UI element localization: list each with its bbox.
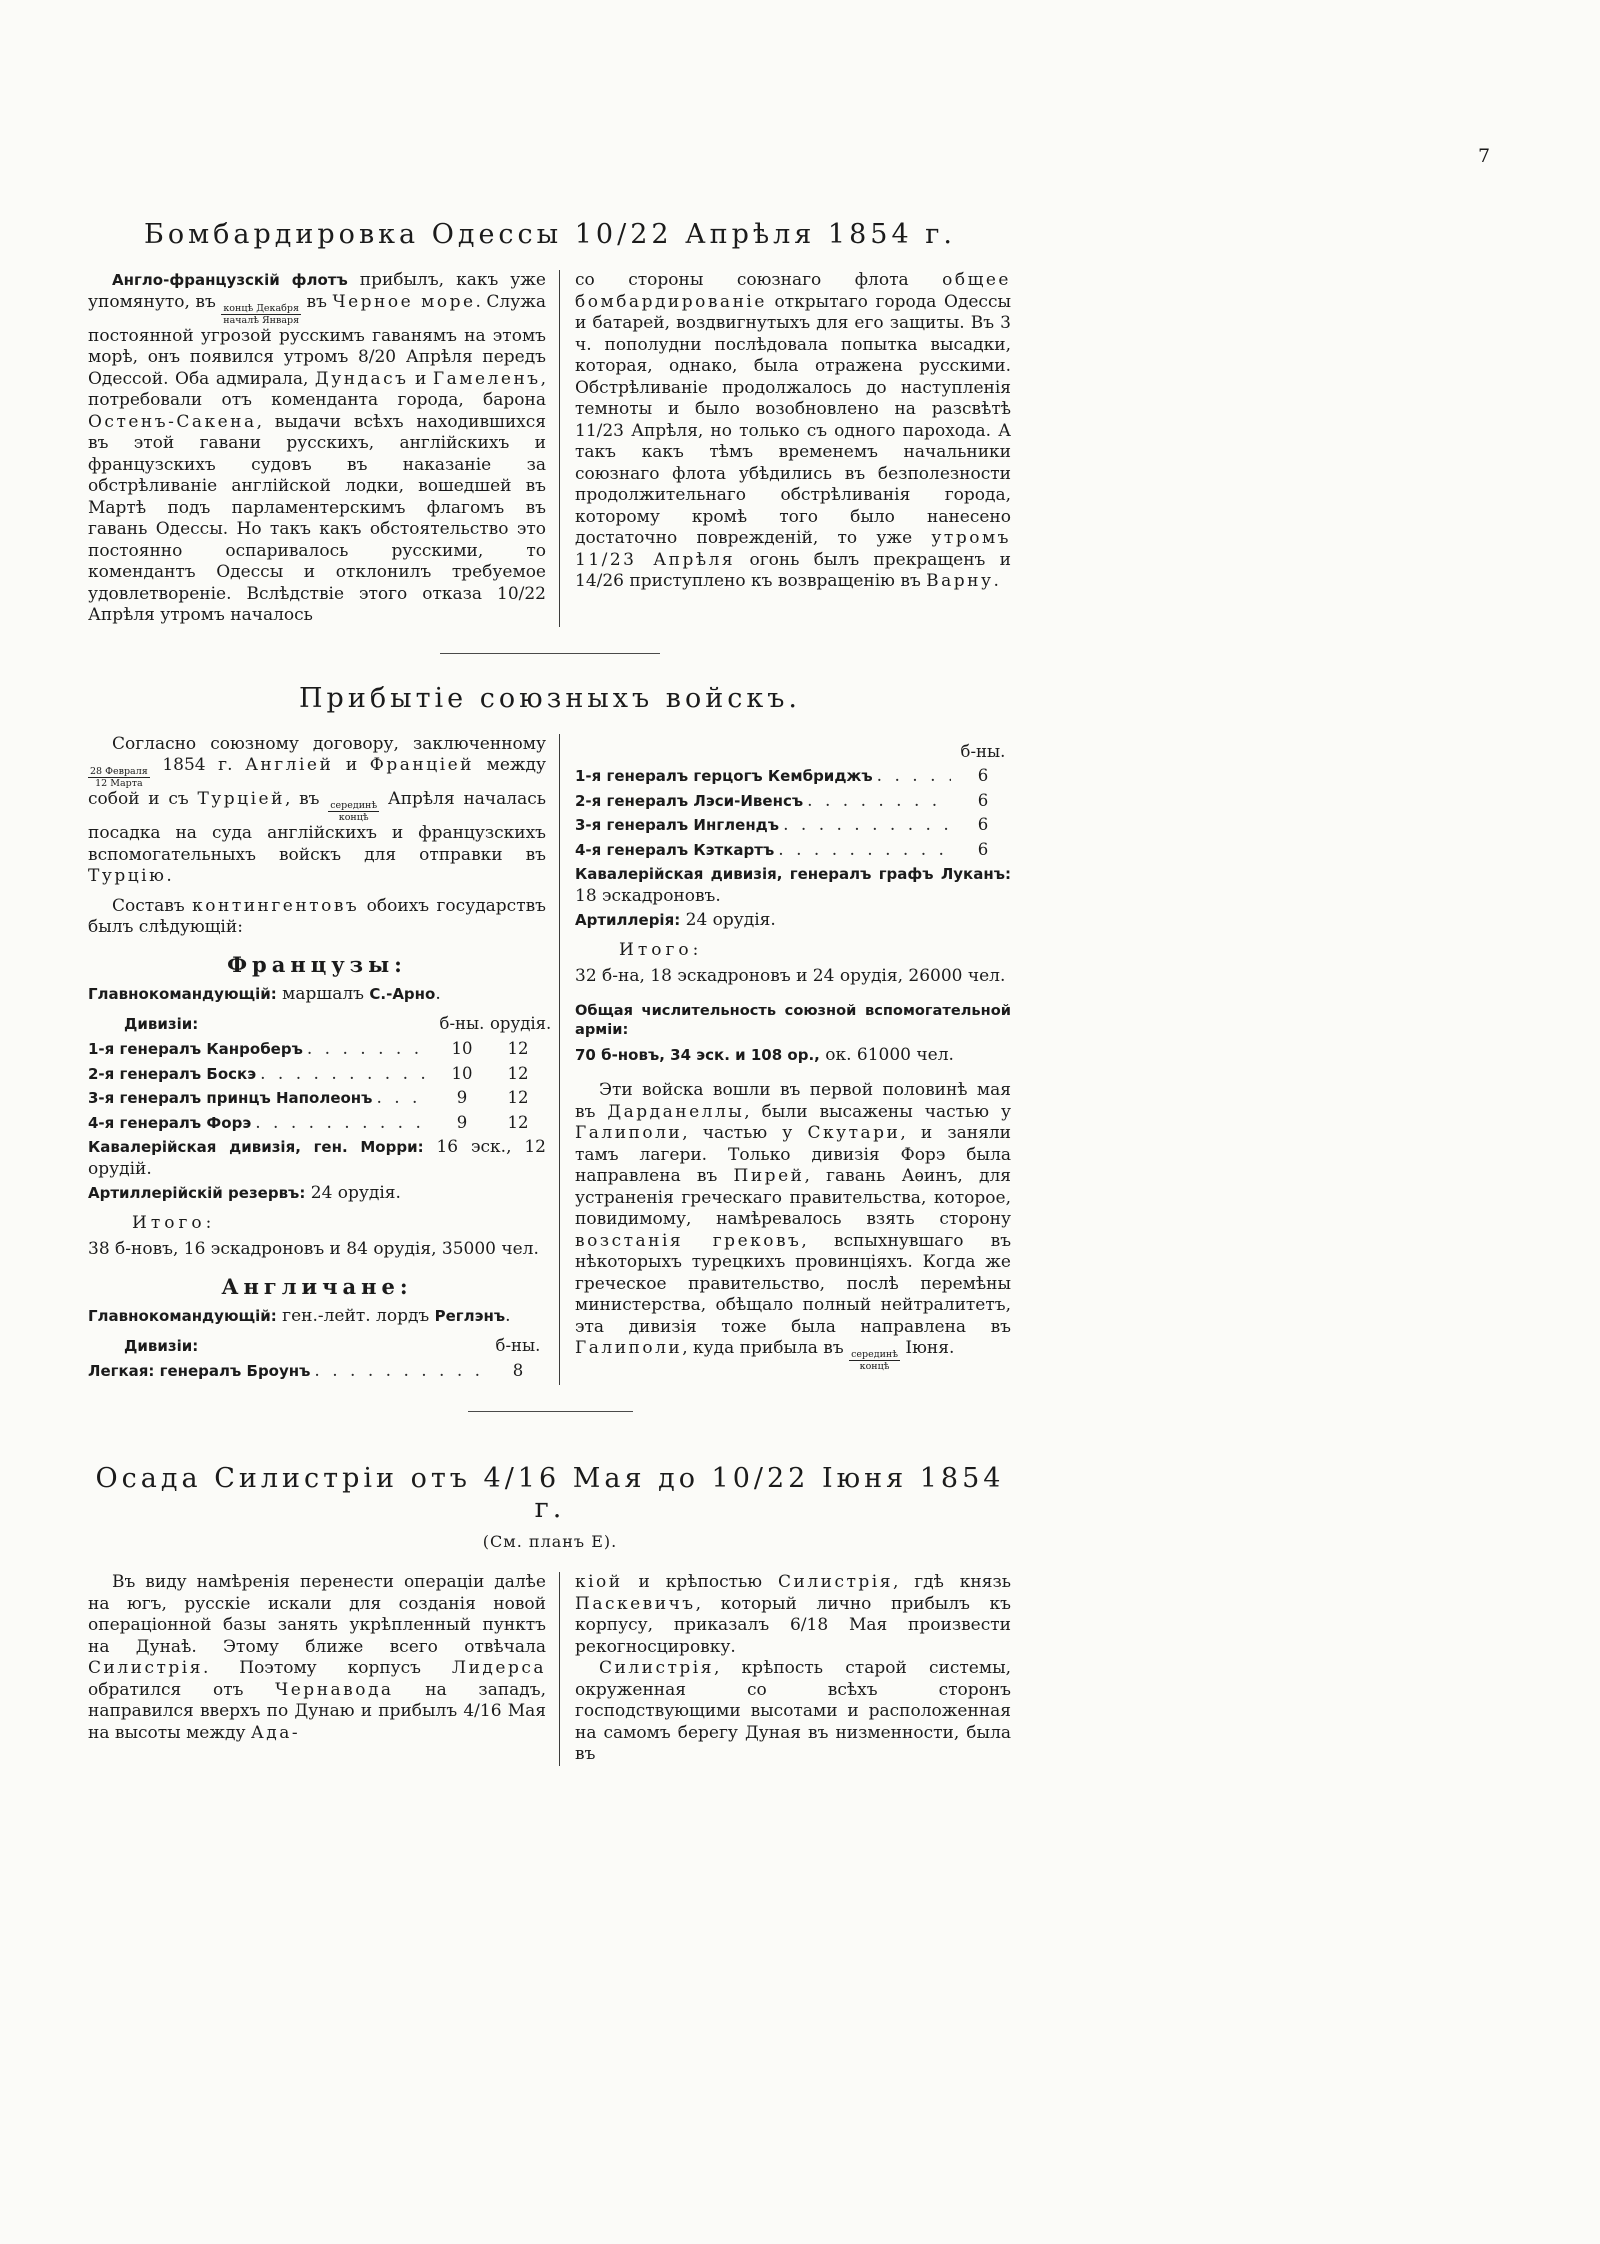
bombardment-columns: [88, 270, 1012, 627]
grand-total-heading: Общая числительность союзной вспомогательной арміи:: [575, 1001, 1011, 1038]
table-row: [88, 1038, 546, 1061]
text-segment: Турціей: [197, 789, 285, 809]
text-segment: Ада-: [250, 1722, 301, 1743]
text-segment: С.-Арно: [369, 985, 436, 1003]
dot-leader: [260, 1064, 430, 1086]
battalions-value: 6: [977, 766, 989, 785]
text-segment: Чернавода: [275, 1679, 394, 1700]
table-row: [575, 790, 1011, 813]
column-divider: [559, 734, 560, 1385]
dot-leader: [376, 1088, 430, 1110]
text-segment: Эти войска вошли въ первой половинѣ мая въ: [575, 1080, 1011, 1122]
battalions-value: 6: [977, 790, 989, 810]
division-label: 3-я генералъ принцъ Наполеонъ: [88, 1089, 373, 1107]
arrival-columns: [88, 734, 1012, 1385]
text-segment: Остенъ-Сакена: [88, 411, 257, 432]
battalions-value: 9: [456, 1112, 468, 1132]
divisions-label: Дивизіи:: [124, 1336, 199, 1355]
division-label: Легкая: генералъ Броунъ: [88, 1362, 311, 1380]
text-segment: прибылъ, какъ уже упомянуто, въ: [88, 270, 546, 312]
text-segment: 70 б-новъ, 34 эск. и 108 ор.,: [575, 1045, 820, 1064]
table-row: [575, 814, 1011, 837]
text-segment: , вспыхнувшаго въ нѣкоторыхъ турецкихъ провинціяхъ. Когда же греческое правительство, послѣ перемѣны министерства, обѣщало полный нейтралитетъ, эта дивизія тоже была направлена въ: [575, 1230, 1012, 1337]
text-segment: .: [993, 571, 999, 591]
text-segment: въ: [301, 291, 333, 312]
column-divider: [559, 270, 560, 627]
battalions-value: 10: [451, 1063, 473, 1083]
text-segment: открытаго города Одессы и батарей, воздвигнутыхъ для его защиты. Въ 3 ч. пополудни послѣдовала попытка высадки, которая, однако, была отражена русскими. Обстрѣливаніе продолжалось до наступленія темноты и было возобновлено на разсвѣтѣ 11/23 Апрѣля, но только съ одного парохода. А такъ какъ тѣмъ временемъ начальники союзнаго флота убѣдились въ безполезности продолжительнаго обстрѣливанія города, которому кромѣ того было нанесено достаточно поврежденій, то уже: [575, 291, 1011, 548]
divisions-label: Дивизіи:: [124, 1014, 199, 1033]
text-segment: кіой: [575, 1572, 623, 1592]
text-segment: 24 орудія.: [305, 1183, 401, 1203]
english-total-label: Итого:: [619, 939, 703, 960]
text-segment: , и заняли тамъ лагери. Только дивизія Форэ была направлена въ: [575, 1123, 1011, 1186]
text-segment: 24 орудія.: [680, 910, 776, 930]
dot-leader: [783, 815, 951, 837]
arrival-right-column: [575, 734, 1011, 1385]
page-number: 7: [1478, 145, 1491, 167]
text-segment: маршалъ: [276, 984, 370, 1004]
text-segment: .: [505, 1306, 511, 1326]
text-segment: , выдачи всѣхъ находившихся въ этой гавани русскихъ, англійскихъ и французскихъ судовъ въ наказаніе за обстрѣливаніе англійской лодки, вошедшей въ Мартѣ подъ парламентерскимъ флагомъ въ гавань Одессы. Но такъ какъ обстоятельство это постоянно оспаривалось русскими, то комендантъ Одессы и отклонилъ требуемое удовлетвореніе. Вслѣдствіе этого отказа 10/22 Апрѣля утромъ началось: [88, 411, 546, 625]
text-segment: Согласно союзному договору, заключенному: [112, 733, 546, 754]
text-segment: ген.-лейт. лордъ: [276, 1306, 435, 1326]
siege-right-paragraph-2: [575, 1658, 1011, 1766]
column-header-battalions: б-ны.: [960, 741, 1006, 761]
english-cavalry-line: [575, 864, 1011, 907]
arrival-left-column: [88, 733, 552, 1385]
arrival-closing-paragraph: [575, 1080, 1011, 1372]
text-segment: . Поэтому корпусъ: [202, 1658, 452, 1678]
text-segment: . Служа постоянной угрозой русскимъ гаванямъ на этомъ морѣ, онъ появился утромъ 8/20 Апрѣля передъ Одессой. Оба адмирала,: [88, 291, 546, 389]
text-segment: Составъ: [112, 895, 193, 916]
battalions-value: 10: [451, 1039, 473, 1058]
stacked-date: $\frac{\text{концѣ Декабря}}{\text{началѣ Января}}$: [223, 302, 300, 326]
english-artillery-line: [575, 910, 1011, 932]
english-table-header: [88, 1335, 546, 1358]
text-segment: Галиполи: [575, 1123, 683, 1143]
text-segment: Дундасъ: [314, 368, 409, 389]
french-table-header: [88, 1013, 552, 1036]
text-segment: обратился отъ: [88, 1679, 276, 1700]
text-segment: , частью у: [682, 1123, 808, 1143]
siege-right-paragraph-1: [575, 1572, 1011, 1658]
bombardment-left-paragraph: [88, 270, 546, 627]
guns-value: 12: [507, 1039, 529, 1058]
text-segment: , куда прибыла въ: [682, 1338, 850, 1358]
text-segment: 16 эск., 12 орудій.: [88, 1137, 546, 1179]
english-heading: Англичане:: [221, 1273, 413, 1299]
text-segment: между собой и съ: [88, 755, 546, 809]
column-divider: [559, 1572, 560, 1766]
siege-subtitle: (См. планъ Е).: [482, 1531, 618, 1551]
page-content: [88, 0, 1012, 1766]
column-header-battalions: б-ны.: [439, 1013, 485, 1033]
table-row: [88, 1112, 546, 1135]
text-segment: и: [408, 368, 433, 389]
text-segment: , были высажены частью у: [744, 1101, 1011, 1122]
text-segment: Артиллерія:: [575, 911, 681, 929]
battalions-value: 8: [512, 1361, 524, 1380]
division-label: 1-я генералъ Канроберъ: [88, 1040, 303, 1058]
text-segment: Дарданеллы: [607, 1101, 745, 1122]
text-segment: Черное море: [332, 291, 476, 312]
table-row: [88, 1087, 546, 1110]
table-row: [575, 765, 1011, 788]
english-right-table-header: [575, 741, 1011, 763]
text-segment: , который лично прибылъ къ корпусу, приказалъ 6/18 Мая произвести рекогносцировку.: [575, 1593, 1011, 1657]
text-segment: Франціей: [369, 755, 475, 775]
text-segment: Реглэнъ: [434, 1307, 506, 1325]
section-separator: [440, 653, 660, 654]
text-segment: Кавалерійская дивизія, ген. Морри:: [88, 1138, 424, 1156]
dot-leader: [314, 1361, 486, 1383]
guns-value: 12: [507, 1112, 529, 1132]
text-segment: Въ виду намѣренія перенести операціи далѣе на югъ, русскіе искали для созданія новой операціонной базы занять укрѣпленный пунктъ на Дунаѣ. Этому ближе всего отвѣчала: [88, 1572, 546, 1657]
arrival-composition-paragraph: [88, 896, 546, 939]
text-segment: Силистрія: [88, 1658, 203, 1678]
battalions-value: 6: [977, 839, 989, 859]
dot-leader: [807, 791, 951, 813]
table-row: [575, 839, 1011, 862]
table-row: [88, 1063, 546, 1086]
text-segment: Пирей: [733, 1166, 805, 1186]
french-commander-line: [88, 984, 546, 1006]
text-segment: 1854 г.: [149, 755, 246, 775]
text-segment: Турцію: [88, 866, 167, 886]
division-label: 2-я генералъ Боскэ: [88, 1064, 257, 1083]
stacked-date: $\frac{\text{серединѣ}}{\text{концѣ}}$: [851, 1349, 898, 1372]
grand-total-line: [575, 1045, 1011, 1067]
english-total-line: 32 б-на, 18 эскадроновъ и 24 орудія, 26000 чел.: [575, 966, 1006, 986]
text-segment: Англо-французскій флотъ: [112, 271, 348, 289]
battalions-value: 6: [977, 815, 989, 834]
column-header-battalions: б-ны.: [495, 1335, 541, 1355]
arrival-intro-paragraph: [88, 734, 546, 888]
text-segment: Силистрія: [599, 1658, 714, 1678]
text-segment: , крѣпость старой системы, окруженная со всѣхъ сторонъ господствующими высотами и расположенная на самомъ берегу Дуная въ низменности, была въ: [575, 1658, 1011, 1764]
french-cavalry-line: [88, 1137, 546, 1180]
text-segment: Варну: [926, 571, 994, 591]
text-segment: ок. 61000 чел.: [819, 1044, 954, 1065]
text-segment: Галиполи: [575, 1338, 683, 1358]
division-label: 1-я генералъ герцогъ Кембриджъ: [575, 767, 873, 785]
french-heading: Французы:: [227, 951, 407, 977]
dot-leader: [255, 1113, 430, 1135]
section-title-arrival: Прибытіе союзныхъ войскъ.: [299, 682, 801, 714]
dot-leader: [778, 840, 951, 862]
text-segment: контингентовъ: [192, 895, 360, 916]
column-header-guns: орудія.: [490, 1013, 552, 1033]
text-segment: Силистрія: [778, 1572, 893, 1592]
text-segment: Гамеленъ: [432, 368, 541, 389]
text-segment: Скутари: [807, 1123, 901, 1143]
text-segment: .: [435, 984, 441, 1004]
french-total-label: Итого:: [132, 1212, 216, 1233]
division-label: 4-я генералъ Кэткартъ: [575, 840, 775, 859]
text-segment: , потребовали отъ коменданта города, барона: [88, 368, 546, 410]
french-artillery-line: [88, 1183, 546, 1205]
siege-columns: [88, 1572, 1012, 1766]
text-segment: Англіей: [245, 755, 334, 775]
guns-value: 12: [507, 1063, 529, 1083]
dot-leader: [307, 1039, 430, 1061]
text-segment: со стороны союзнаго флота: [575, 270, 943, 290]
text-segment: на западъ, направился вверхъ по Дунаю и прибылъ 4/16 Мая на высоты между: [88, 1679, 546, 1743]
table-row: [88, 1360, 546, 1383]
siege-left-paragraph: [88, 1572, 546, 1766]
text-segment: Апрѣля началась посадка на суда англійскихъ и французскихъ вспомогательныхъ войскъ для отправки въ: [88, 789, 547, 865]
division-label: 3-я генералъ Инглендъ: [575, 816, 780, 834]
text-segment: , гдѣ князь: [892, 1572, 1011, 1592]
french-total-line: 38 б-новъ, 16 эскадроновъ и 84 орудія, 35000 чел.: [88, 1239, 539, 1259]
text-segment: и: [333, 755, 370, 775]
text-segment: утромъ 11/23 Апрѣля: [575, 528, 1011, 570]
text-segment: 18 эскадроновъ.: [575, 885, 721, 906]
text-segment: обоихъ государствъ былъ слѣдующій:: [88, 895, 546, 937]
division-label: 2-я генералъ Лэси-Ивенсъ: [575, 791, 804, 810]
text-segment: Артиллерійскій резервъ:: [88, 1184, 306, 1202]
text-segment: общее бомбардированіе: [575, 270, 1011, 312]
text-segment: Главнокомандующій:: [88, 1307, 277, 1325]
section-title-bombardment: Бомбардировка Одессы 10/22 Апрѣля 1854 г.: [144, 219, 956, 250]
division-label: 4-я генералъ Форэ: [88, 1113, 252, 1132]
text-segment: , въ: [284, 789, 329, 809]
text-segment: и крѣпостью: [622, 1572, 778, 1592]
text-segment: огонь былъ прекращенъ и 14/26 приступлено къ возвращенію въ: [575, 549, 1012, 591]
siege-right-column: [575, 1572, 1011, 1766]
text-segment: Іюня.: [900, 1338, 955, 1358]
text-segment: Паскевичъ: [575, 1593, 696, 1614]
text-segment: возстанія грековъ: [575, 1230, 802, 1251]
text-segment: Главнокомандующій:: [88, 985, 277, 1003]
text-segment: Лидерса: [451, 1658, 546, 1678]
text-segment: , гавань Аѳинъ, для устраненія греческаго правительства, которое, повидимому, намѣревалось взять сторону: [575, 1166, 1011, 1229]
stacked-date: $\frac{\text{серединѣ}}{\text{концѣ}}$: [330, 800, 378, 823]
bombardment-right-paragraph: [575, 270, 1011, 627]
english-commander-line: [88, 1306, 546, 1328]
text-segment: Кавалерійская дивизія, генералъ графъ Луканъ:: [575, 865, 1011, 883]
stacked-date: $\frac{\text{28 Февраля}}{\text{12 Марта}}$: [90, 766, 148, 789]
text-segment: .: [166, 866, 172, 886]
dot-leader: [877, 766, 951, 788]
guns-value: 12: [507, 1088, 529, 1107]
battalions-value: 9: [456, 1088, 468, 1107]
section-title-siege: Осада Силистріи отъ 4/16 Мая до 10/22 Іюня 1854 г.: [95, 1462, 1005, 1524]
section-separator: [468, 1411, 633, 1412]
